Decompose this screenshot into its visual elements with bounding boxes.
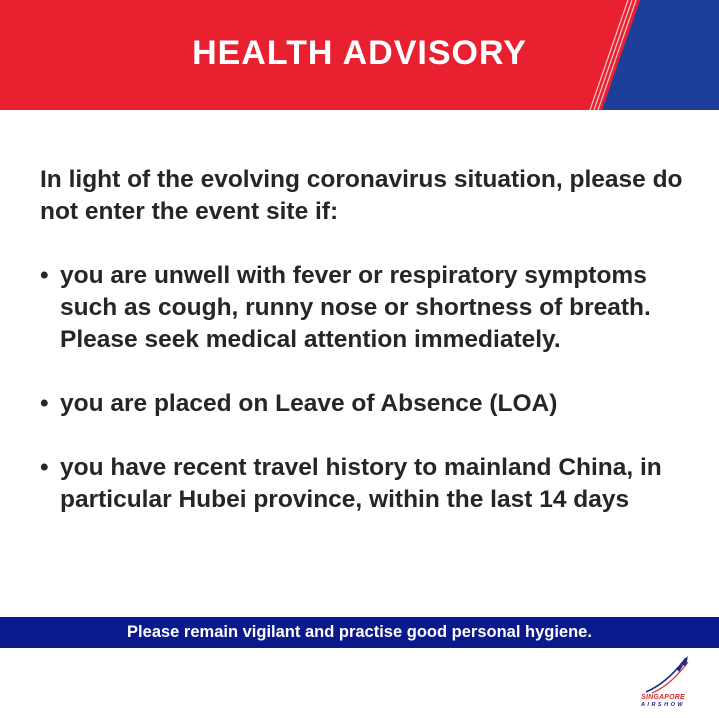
list-item (40, 388, 690, 420)
list-item-text: you are unwell with fever or respiratory symptoms such as cough, runny nose or shortness of breath. Please seek medical attention immediately. (60, 262, 651, 353)
list-item-text: you are placed on Leave of Absence (LOA) (60, 390, 558, 417)
list-item (40, 260, 690, 356)
page-title: HEALTH ADVISORY (192, 34, 527, 72)
aircraft-icon (632, 654, 694, 694)
intro-text: In light of the evolving coronavirus situation, please do not enter the event site if: (40, 166, 683, 225)
bullet-icon: • (40, 454, 49, 481)
header-banner (0, 0, 719, 110)
footer-message: Please remain vigilant and practise good personal hygiene. (127, 623, 592, 641)
list-item-text: you have recent travel history to mainland China, in particular Hubei province, within the last 14 days (60, 454, 662, 513)
logo-subtitle: AIRSHOW (640, 702, 686, 708)
advisory-list (40, 260, 690, 516)
logo-name: SINGAPORE (641, 694, 685, 701)
singapore-airshow-logo (632, 654, 694, 710)
bullet-icon: • (40, 390, 49, 417)
list-item (40, 452, 690, 516)
footer-message-bar (0, 617, 719, 648)
bullet-icon: • (40, 262, 49, 289)
advisory-content (40, 164, 690, 548)
